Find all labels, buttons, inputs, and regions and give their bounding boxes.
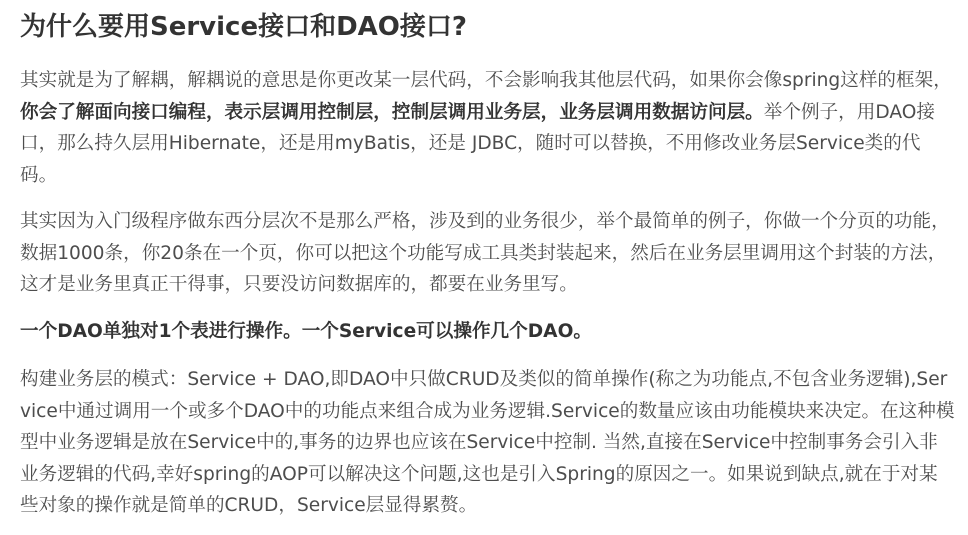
paragraph-decoupling-text: 其实就是为了解耦，解耦说的意思是你更改某一层代码，不会影响我其他层代码，如果你会像spring这样的框架，	[20, 70, 952, 91]
paragraph-business-layer-pattern: 构建业务层的模式：Service + DAO,即DAO中只做CRUD及类似的简单操作(称之为功能点,不包含业务逻辑),Service中通过调用一个或多个DAO中的功能点来组合成为业务逻辑.Service的数量应该由功能模块来决定。在这种模型中业务逻辑是放在Service中的,事务的边界也应该在Service中控制. 当然,直接在Service中控制事务会引入非业务逻辑的代码,幸好spring的AOP可以解决这个问题,这也是引入Spring的原因之一。如果说到缺点,就在于对某些对象的操作就是简单的CRUD，Service层显得累赘。	[20, 369, 955, 516]
article-title: 为什么要用Service接口和DAO接口?	[20, 12, 467, 42]
paragraph-layering: 其实因为入门级程序做东西分层次不是那么严格，涉及到的业务很少，举个最简单的例子，你做一个分页的功能，数据1000条，你20条在一个页，你可以把这个功能写成工具类封装起来，然后在业务层里调用这个封装的方法，这才是业务里真正干得事，只要没访问数据库的，都要在业务里写。	[20, 211, 950, 295]
paragraph-decoupling-example: 举个例子，用DAO接口，那么持久层用Hibernate，还是用myBatis，还是 JDBC，随时可以替换，不用修改业务层Service类的代码。	[20, 101, 935, 186]
paragraph-decoupling-emphasis: 你会了解面向接口编程，表示层调用控制层，控制层调用业务层，业务层调用数据访问层。	[20, 101, 764, 123]
article	[20, 0, 955, 522]
paragraph-decoupling	[20, 65, 955, 191]
paragraph-dao-service-rule: 一个DAO单独对1个表进行操作。一个Service可以操作几个DAO。	[20, 320, 592, 342]
